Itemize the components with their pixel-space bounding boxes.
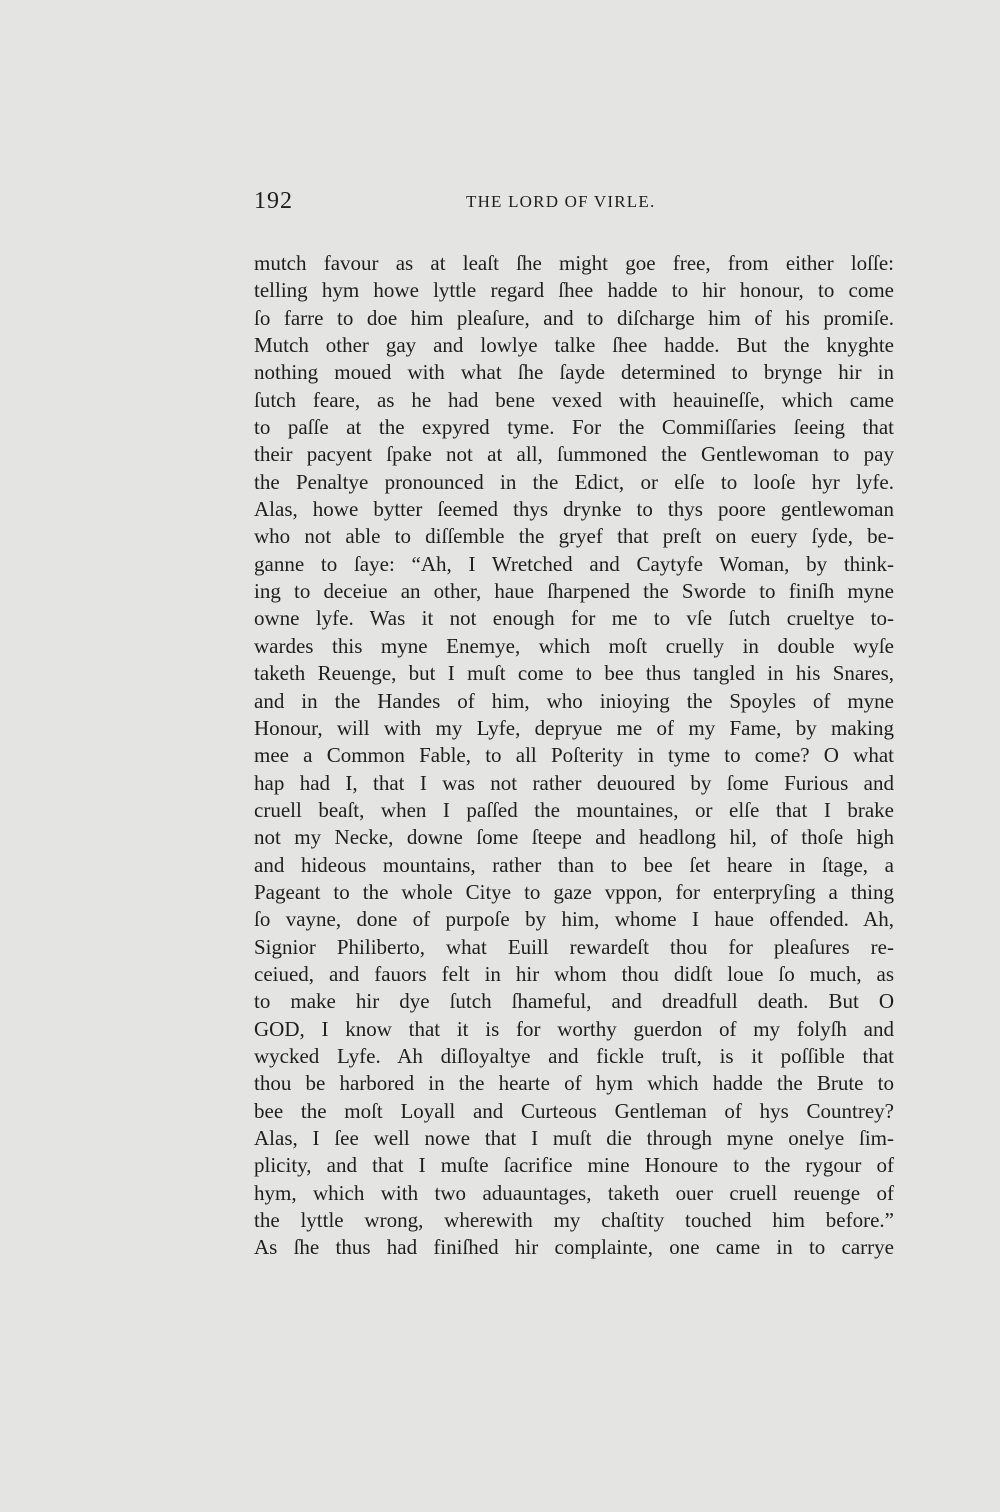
text-line: wardes this myne Enemye, which moſt cruelly in double wyſe	[254, 633, 894, 658]
text-line: mutch favour as at leaſt ſhe might goe free, from either loſſe:	[254, 251, 894, 275]
text-line: not my Necke, downe ſome ſteepe and headlong hil, of thoſe high	[254, 825, 894, 850]
text-line: ſo vayne, done of purpoſe by him, whome I haue offended. Ah,	[254, 907, 894, 932]
text-line: owne lyfe. Was it not enough for me to vſe ſutch crueltye to-	[254, 606, 894, 631]
text-line: to paſſe at the expyred tyme. For the Commiſſaries ſeeing that	[254, 415, 894, 440]
text-line: the lyttle wrong, wherewith my chaſtity touched him before.”	[254, 1208, 894, 1233]
text-line: As ſhe thus had finiſhed hir complainte, one came in to carrye	[254, 1235, 894, 1260]
text-line: their pacyent ſpake not at all, ſummoned the Gentlewoman to pay	[254, 442, 894, 467]
text-line: hap had I, that I was not rather deuoured by ſome Furious and	[254, 770, 894, 795]
text-line: bee the moſt Loyall and Curteous Gentleman of hys Countrey?	[254, 1098, 894, 1123]
text-line: mee a Common Fable, to all Poſterity in tyme to come? O what	[254, 743, 894, 768]
text-line: ganne to ſaye: “Ah, I Wretched and Caytyfe Woman, by think-	[254, 551, 894, 576]
text-line: taketh Reuenge, but I muſt come to bee thus tangled in his Snares,	[254, 661, 894, 686]
text-line: Alas, I ſee well nowe that I muſt die through myne onelye ſim-	[254, 1126, 894, 1150]
text-line: ſo farre to doe him pleaſure, and to diſcharge him of his promiſe.	[254, 305, 894, 330]
page-number: 192	[254, 188, 293, 214]
text-line: thou be harbored in the hearte of hym which hadde the Brute to	[254, 1071, 894, 1096]
text-line: and in the Handes of him, who inioying the Spoyles of myne	[254, 688, 894, 713]
text-line: telling hym howe lyttle regard ſhee hadde to hir honour, to come	[254, 278, 894, 303]
text-line: and hideous mountains, rather than to bee ſet heare in ſtage, a	[254, 852, 894, 877]
text-line: who not able to diſſemble the gryef that preſt on euery ſyde, be-	[254, 524, 894, 549]
text-line: Signior Philiberto, what Euill rewardeſt thou for pleaſures re-	[254, 934, 894, 959]
text-line: to make hir dye ſutch ſhameful, and dreadfull death. But O	[254, 989, 894, 1014]
text-line: nothing moued with what ſhe ſayde determined to brynge hir in	[254, 360, 894, 385]
text-line: wycked Lyfe. Ah diſloyaltye and fickle truſt, is it poſſible that	[254, 1043, 894, 1068]
text-line: ing to deceiue an other, haue ſharpened the Sworde to finiſh myne	[254, 579, 894, 604]
text-line: ſutch feare, as he had bene vexed with heauineſſe, which came	[254, 387, 894, 412]
text-line: plicity, and that I muſte ſacrifice mine Honoure to the rygour of	[254, 1153, 894, 1178]
running-head	[254, 188, 890, 220]
text-line: cruell beaſt, when I paſſed the mountaines, or elſe that I brake	[254, 797, 894, 822]
text-line: hym, which with two aduauntages, taketh ouer cruell reuenge of	[254, 1180, 894, 1205]
text-line: Pageant to the whole Citye to gaze vppon, for enterpryſing a thing	[254, 879, 894, 904]
text-line: ceiued, and fauors felt in hir whom thou didſt loue ſo much, as	[254, 961, 894, 986]
text-line: Alas, howe bytter ſeemed thys drynke to thys poore gentlewoman	[254, 497, 894, 522]
running-title: THE LORD OF VIRLE.	[466, 192, 656, 211]
text-line: Honour, will with my Lyfe, depryue me of my Fame, by making	[254, 715, 894, 740]
text-line: Mutch other gay and lowlye talke ſhee hadde. But the knyghte	[254, 333, 894, 358]
text-line: GOD, I know that it is for worthy guerdon of my folyſh and	[254, 1016, 894, 1041]
body-text	[254, 250, 894, 1262]
text-line: the Penaltye pronounced in the Edict, or elſe to looſe hyr lyfe.	[254, 469, 894, 494]
